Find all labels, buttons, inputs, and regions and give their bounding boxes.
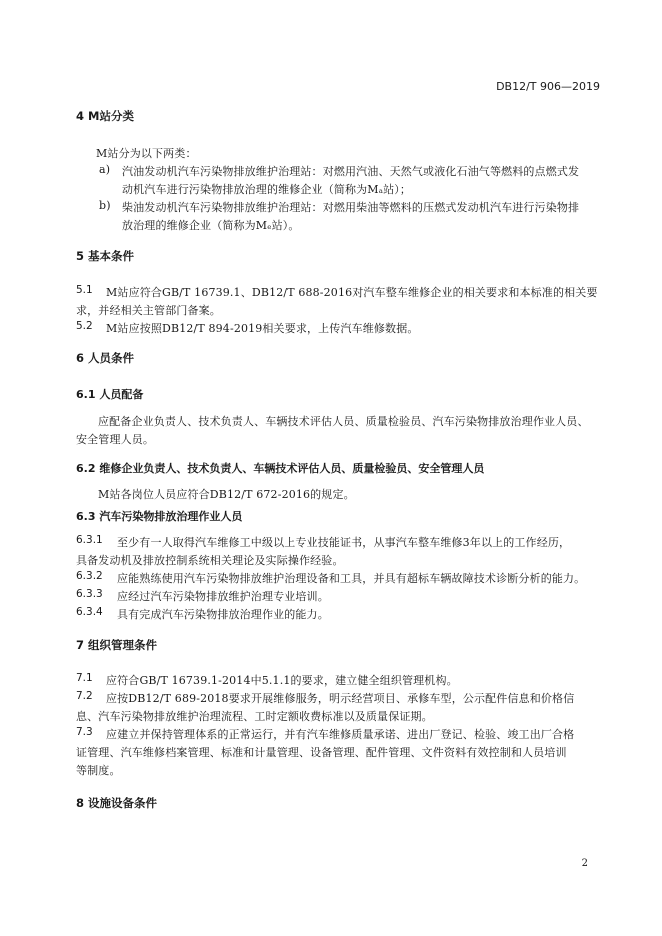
clause-5-2-number: 5.2 (76, 320, 93, 332)
clause-5-1-line1: M站应符合GB/T 16739.1、DB12/T 688-2016对汽车整车维修企业的相关要求和本标准的相关要 (106, 286, 598, 299)
list-item-b-line1: 柴油发动机汽车污染物排放维护治理站：对燃用柴油等燃料的压燃式发动机汽车进行污染物排 (122, 201, 580, 214)
clause-7-1-line1: 应符合GB/T 16739.1-2014中5.1.1的要求，建立健全组织管理机构。 (106, 674, 458, 687)
list-item-b-line2: 放治理的维修企业（简称为Mₑ站）。 (122, 219, 300, 232)
clause-6-3-1-line1: 至少有一人取得汽车维修工中级以上专业技能证书，从事汽车整车维修3年以上的工作经历， (117, 536, 571, 549)
section-7-heading: 7 组织管理条件 (76, 638, 158, 652)
subsection-6-1-line2: 安全管理人员。 (76, 433, 155, 446)
subsection-6-1-line1: 应配备企业负责人、技术负责人、车辆技术评估人员、质量检验员、汽车污染物排放治理作业人员、 (98, 415, 589, 428)
document-code: DB12/T 906—2019 (496, 80, 600, 93)
clause-7-3-line2: 证管理、汽车维修档案管理、标准和计量管理、设备管理、配件管理、文件资料有效控制和人员培训 (76, 746, 567, 759)
clause-7-3-number: 7.3 (76, 726, 93, 738)
subsection-6-2-heading: 6.2 维修企业负责人、技术负责人、车辆技术评估人员、质量检验员、安全管理人员 (76, 462, 485, 475)
section-6-heading: 6 人员条件 (76, 351, 135, 365)
clause-6-3-3-number: 6.3.3 (76, 588, 103, 600)
clause-5-1-line2: 求，并经相关主管部门备案。 (76, 304, 221, 317)
section-4-heading: 4 M站分类 (76, 109, 134, 123)
subsection-6-1-heading: 6.1 人员配备 (76, 388, 144, 401)
subsection-6-3-heading: 6.3 汽车污染物排放治理作业人员 (76, 510, 243, 523)
list-item-b-label: b) (99, 199, 111, 212)
clause-6-3-1-line2: 具备发动机及排放控制系统相关理论及实际操作经验。 (76, 554, 344, 567)
clause-7-2-number: 7.2 (76, 690, 93, 702)
clause-6-3-1-number: 6.3.1 (76, 534, 103, 546)
page-number: 2 (581, 858, 588, 869)
clause-7-3-line3: 等制度。 (76, 764, 121, 777)
list-item-a-line1: 汽油发动机汽车污染物排放维护治理站：对燃用汽油、天然气或液化石油气等燃料的点燃式发 (122, 165, 580, 178)
section-8-heading: 8 设施设备条件 (76, 796, 158, 810)
clause-6-3-4-number: 6.3.4 (76, 606, 103, 618)
clause-6-3-4-line1: 具有完成汽车污染物排放治理作业的能力。 (117, 608, 329, 621)
clause-6-3-3-line1: 应经过汽车污染物排放维护治理专业培训。 (117, 590, 329, 603)
clause-5-2-line1: M站应按照DB12/T 894-2019相关要求，上传汽车维修数据。 (106, 322, 419, 335)
clause-6-3-2-number: 6.3.2 (76, 570, 103, 582)
list-item-a-line2: 动机汽车进行污染物排放治理的维修企业（简称为Mₐ站）； (122, 183, 412, 196)
section-5-heading: 5 基本条件 (76, 249, 135, 263)
subsection-6-2-line1: M站各岗位人员应符合DB12/T 672-2016的规定。 (98, 488, 355, 501)
clause-7-3-line1: 应建立并保持管理体系的正常运行，并有汽车维修质量承诺、进出厂登记、检验、竣工出厂合格 (106, 728, 575, 741)
clause-7-1-number: 7.1 (76, 672, 93, 684)
list-item-a-label: a) (99, 163, 111, 176)
clause-7-2-line1: 应按DB12/T 689-2018要求开展维修服务，明示经营项目、承修车型，公示配件信息和价格信 (106, 692, 575, 705)
clause-7-2-line2: 息、汽车污染物排放维护治理流程、工时定额收费标准以及质量保证期。 (76, 710, 433, 723)
clause-6-3-2-line1: 应能熟练使用汽车污染物排放维护治理设备和工具，并具有超标车辆故障技术诊断分析的能力。 (117, 572, 586, 585)
clause-5-1-number: 5.1 (76, 284, 93, 296)
section-4-intro: M站分为以下两类： (96, 147, 197, 160)
